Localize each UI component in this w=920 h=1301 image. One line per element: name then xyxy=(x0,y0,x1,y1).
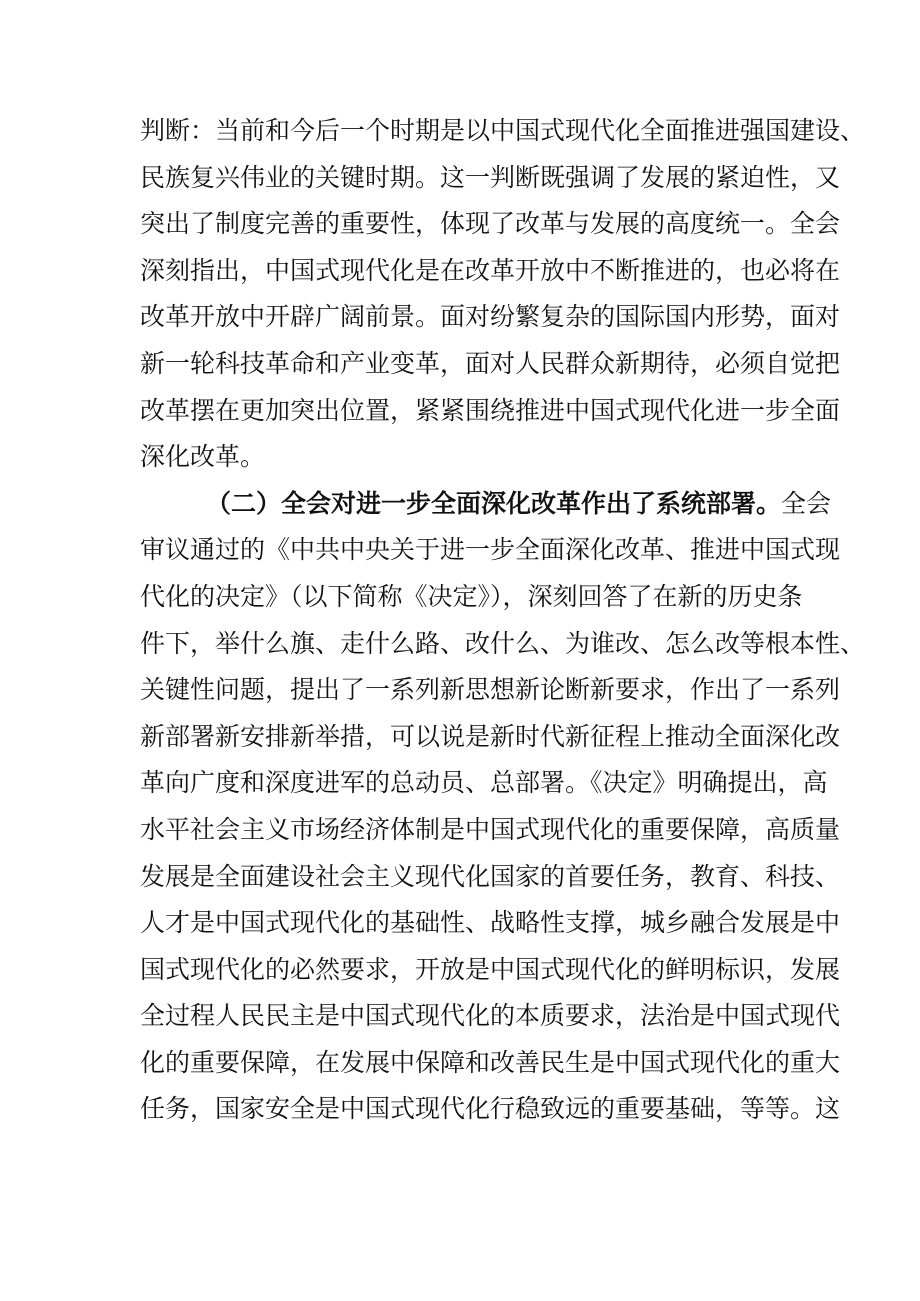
text-line: 件下，举什么旗、走什么路、改什么、为谁改、怎么改等根本性、 xyxy=(140,628,866,658)
text-line: 审议通过的《中共中央关于进一步全面深化改革、推进中国式现 xyxy=(140,535,841,565)
text-line: 民族复兴伟业的关键时期。这一判断既强调了发展的紧迫性，又 xyxy=(140,162,841,192)
text-line: 关键性问题，提出了一系列新思想新论断新要求，作出了一系列 xyxy=(140,675,841,705)
text-line: 全过程人民民主是中国式现代化的本质要求，法治是中国式现代 xyxy=(140,1001,841,1031)
text-line: 任务，国家安全是中国式现代化行稳致远的重要基础，等等。这 xyxy=(140,1094,841,1124)
text-line: 新一轮科技革命和产业变革，面对人民群众新期待，必须自觉把 xyxy=(140,348,841,378)
text-line: 判断：当前和今后一个时期是以中国式现代化全面推进强国建设、 xyxy=(140,116,866,145)
text-line: 发展是全面建设社会主义现代化国家的首要任务，教育、科技、 xyxy=(140,861,841,891)
section-heading-line xyxy=(140,481,832,528)
text-line: 新部署新安排新举措，可以说是新时代新征程上推动全面深化改 xyxy=(140,721,841,751)
text-line: 突出了制度完善的重要性，体现了改革与发展的高度统一。全会 xyxy=(140,209,841,239)
text-line: 水平社会主义市场经济体制是中国式现代化的重要保障，高质量 xyxy=(140,814,841,844)
section-heading: （二）全会对进一步全面深化改革作出了系统部署。 xyxy=(206,488,782,518)
body-text xyxy=(140,108,866,1133)
text-line: 改革摆在更加突出位置，紧紧围绕推进中国式现代化进一步全面 xyxy=(140,395,841,425)
text-line: 深刻指出，中国式现代化是在改革开放中不断推进的，也必将在 xyxy=(140,255,841,285)
text-line: 革向广度和深度进军的总动员、总部署。《决定》明确提出，高 xyxy=(140,768,828,798)
text-line: 改革开放中开辟广阔前景。面对纷繁复杂的国际国内形势，面对 xyxy=(140,302,841,332)
text-line: 人才是中国式现代化的基础性、战略性支撑，城乡融合发展是中 xyxy=(140,908,841,938)
text-line: 代化的决定》（以下简称《决定》），深刻回答了在新的历史条 xyxy=(140,581,803,611)
section-heading-continuation: 全会 xyxy=(781,488,832,518)
text-line: 深化改革。 xyxy=(140,442,266,472)
text-line: 国式现代化的必然要求，开放是中国式现代化的鲜明标识，发展 xyxy=(140,954,841,984)
text-line: 化的重要保障，在发展中保障和改善民生是中国式现代化的重大 xyxy=(140,1047,841,1077)
